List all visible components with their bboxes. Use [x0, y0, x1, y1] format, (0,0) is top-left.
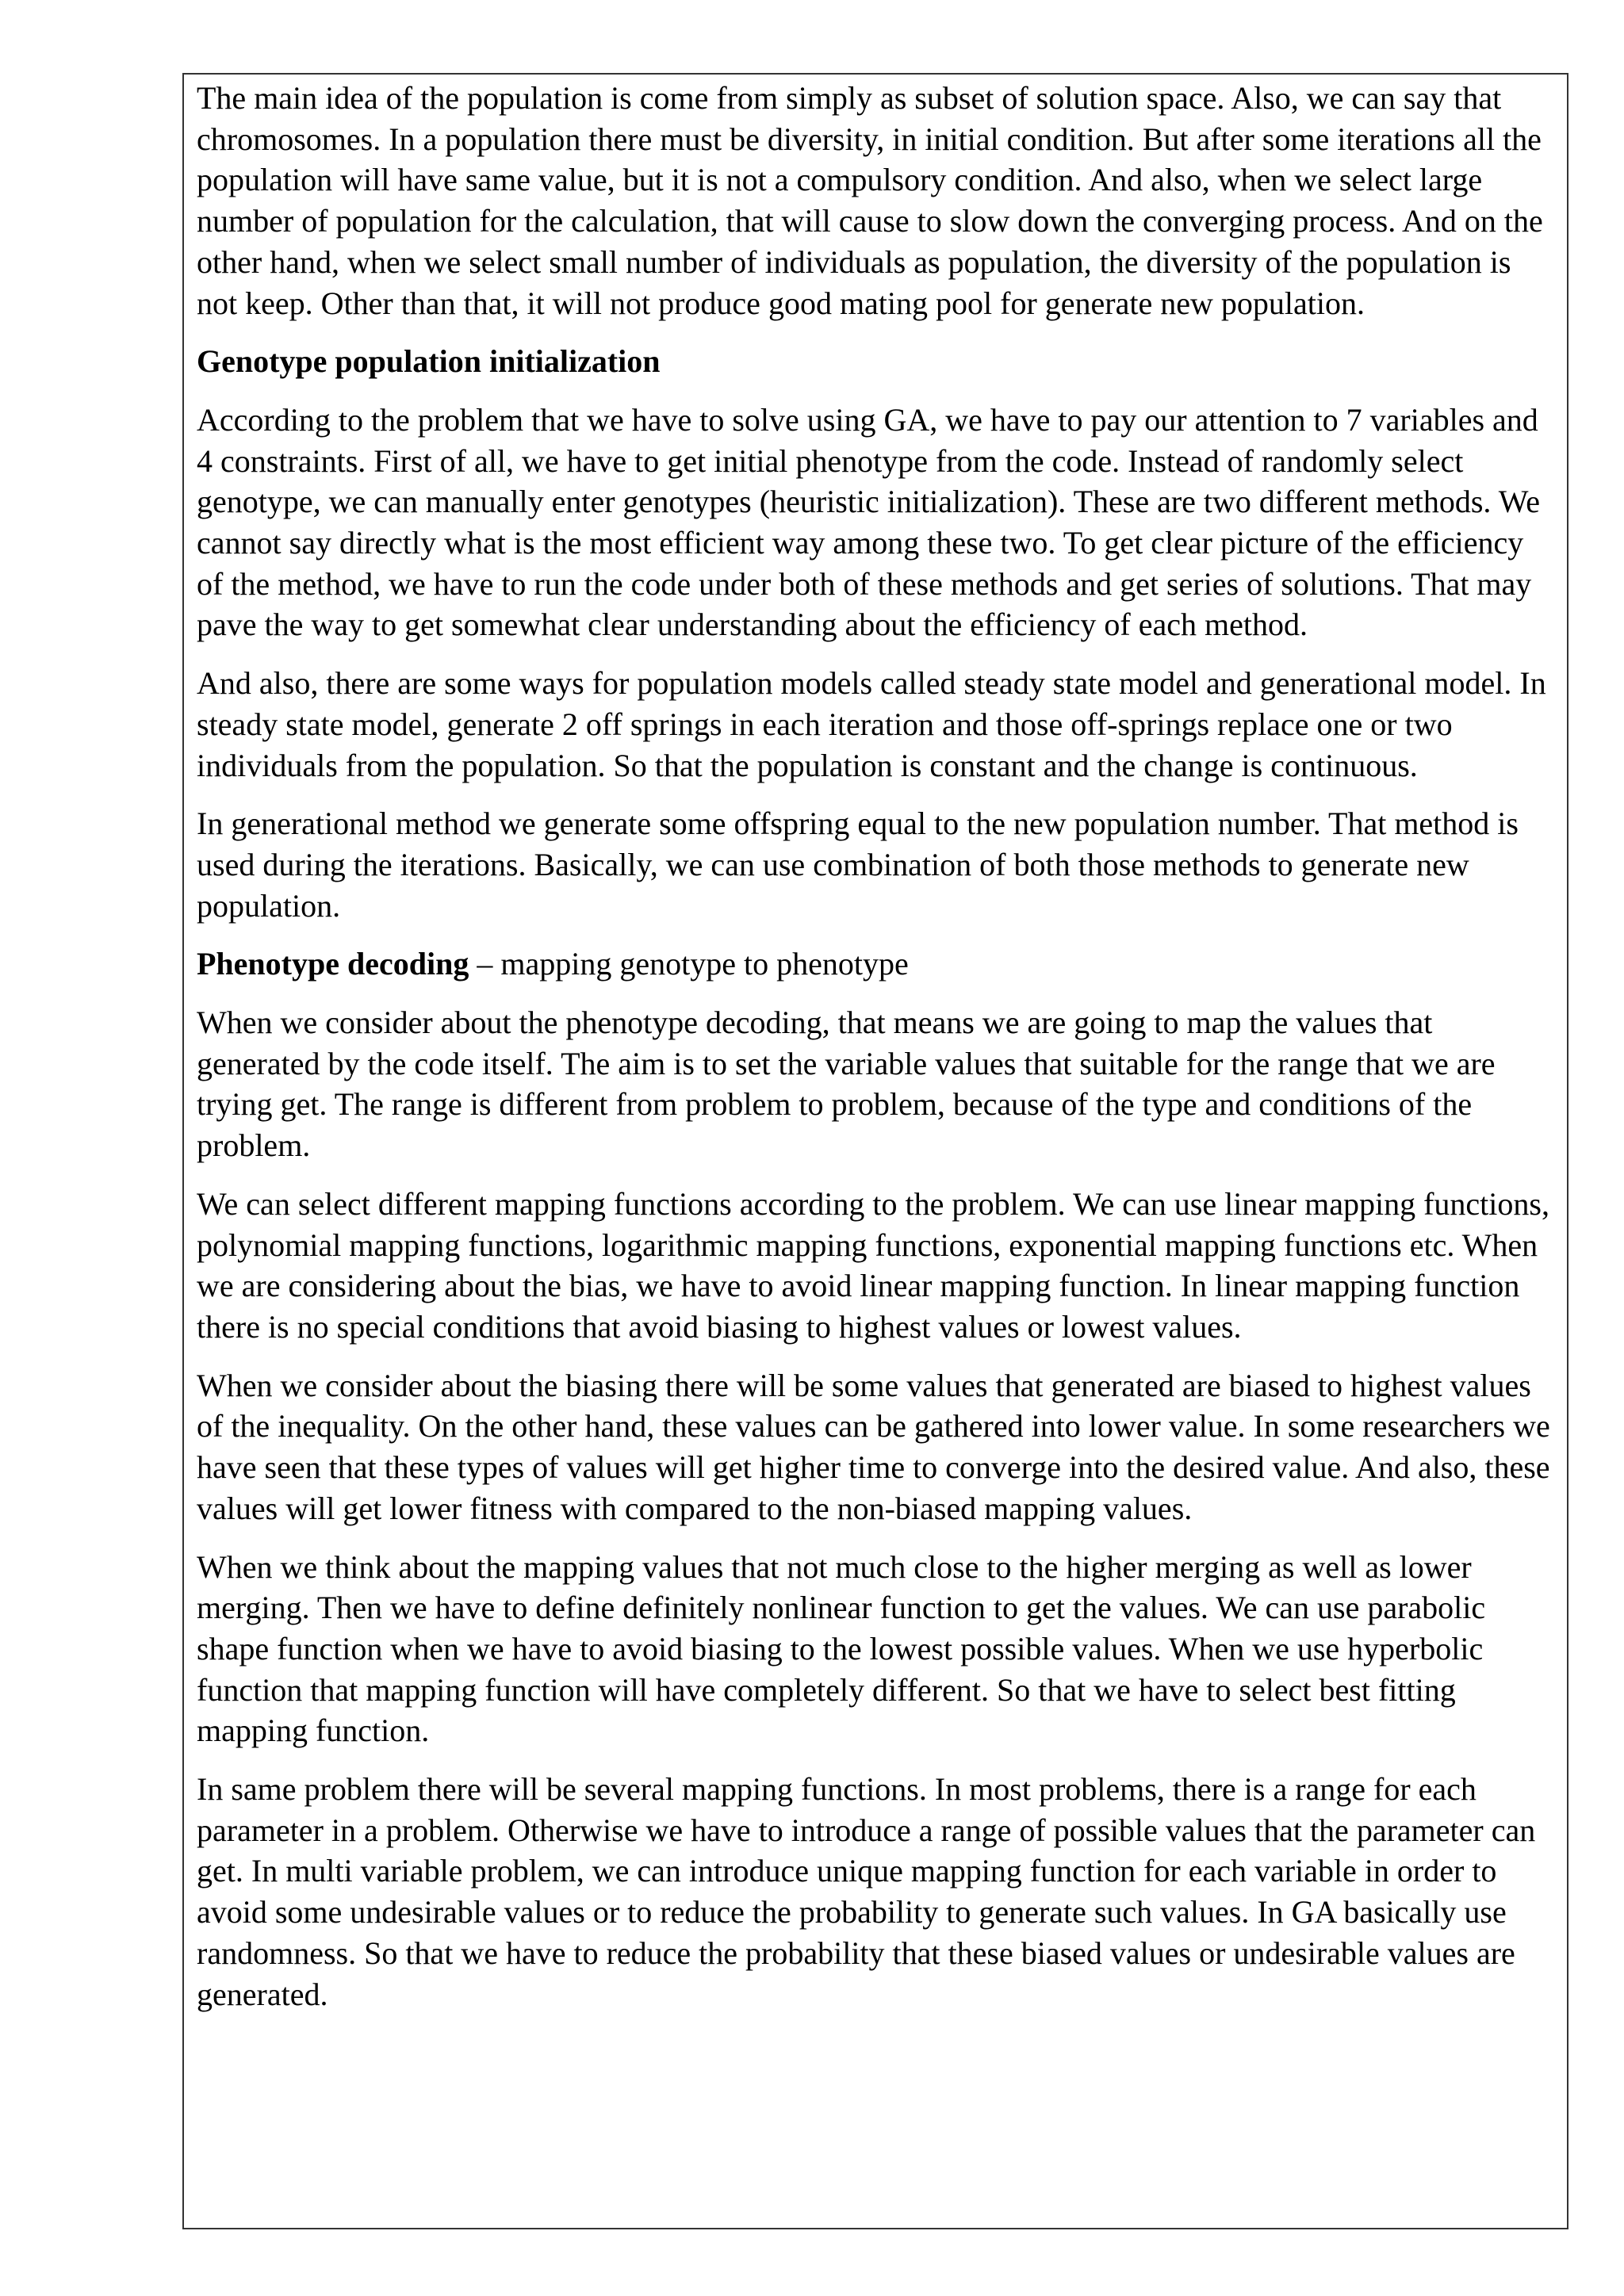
paragraph-generational-method: In generational method we generate some offspring equal to the new population number. That method is used during the iterations. Basically, we can use combination of both those methods to generate new population.	[197, 806, 1519, 924]
paragraph-population-models: And also, there are some ways for population models called steady state model and generational model. In steady state model, generate 2 off springs in each iteration and those off-springs replace one or two individuals from the population. So that the population is constant and the change is continuous.	[197, 665, 1546, 783]
heading-phenotype-decoding-rest: – mapping genotype to phenotype	[469, 946, 909, 982]
heading-phenotype-decoding	[197, 943, 1553, 985]
heading-phenotype-decoding-bold: Phenotype decoding	[197, 946, 469, 982]
paragraph-phenotype-decoding: When we consider about the phenotype decoding, that means we are going to map the values that generated by the code itself. The aim is to set the variable values that suitable for the range that we are trying get. The range is different from problem to problem, because of the type and conditions of the problem.	[197, 1004, 1496, 1164]
paragraph-nonlinear-mapping: When we think about the mapping values that not much close to the higher merging as well as lower merging. Then we have to define definitely nonlinear function to get the values. We can use parabolic shape function when we have to avoid biasing to the lowest possible values. When we use hyperbolic function that mapping function will have completely different. So that we have to select best fitting mapping function.	[197, 1548, 1486, 1749]
paragraph-multiple-mappings: In same problem there will be several mapping functions. In most problems, there is a range for each parameter in a problem. Otherwise we have to introduce a range of possible values that the parameter can get. In multi variable problem, we can introduce unique mapping function for each variable in order to avoid some undesirable values or to reduce the probability to generate such values. In GA basically use randomness. So that we have to reduce the probability that these biased values or undesirable values are generated.	[197, 1771, 1536, 2012]
paragraph-genotype-initialization: According to the problem that we have to solve using GA, we have to pay our attention to 7 variables and 4 constraints. First of all, we have to get initial phenotype from the code. Instead of randomly select genotype, we can manually enter genotypes (heuristic initialization). These are two different methods. We cannot say directly what is the most efficient way among these two. To get clear picture of the efficiency of the method, we have to run the code under both of these methods and get series of solutions. That may pave the way to get somewhat clear understanding about the efficiency of each method.	[197, 401, 1541, 643]
paragraph-mapping-functions: We can select different mapping functions according to the problem. We can use linear mapping functions, polynomial mapping functions, logarithmic mapping functions, exponential mapping functions etc. When we are considering about the bias, we have to avoid linear mapping function. In linear mapping function there is no special conditions that avoid biasing to highest values or lowest values.	[197, 1185, 1549, 1345]
page-frame	[182, 73, 1568, 2229]
paragraph-population-idea: The main idea of the population is come from simply as subset of solution space. Also, we can say that chromosomes. In a population there must be diversity, in initial condition. But after some iterations all the population will have same value, but it is not a compulsory condition. And also, when we select large number of population for the calculation, that will cause to slow down the converging process. And on the other hand, when we select small number of individuals as population, the diversity of the population is not keep. Other than that, it will not produce good mating pool for generate new population.	[197, 80, 1543, 321]
heading-genotype-initialization-text: Genotype population initialization	[197, 343, 661, 380]
heading-genotype-initialization	[197, 341, 1553, 382]
paragraph-biasing: When we consider about the biasing there will be some values that generated are biased to highest values of the inequality. On the other hand, these values can be gathered into lower value. In some researchers we have seen that these types of values will get higher time to converge into the desired value. And also, these values will get lower fitness with compared to the non-biased mapping values.	[197, 1367, 1550, 1526]
